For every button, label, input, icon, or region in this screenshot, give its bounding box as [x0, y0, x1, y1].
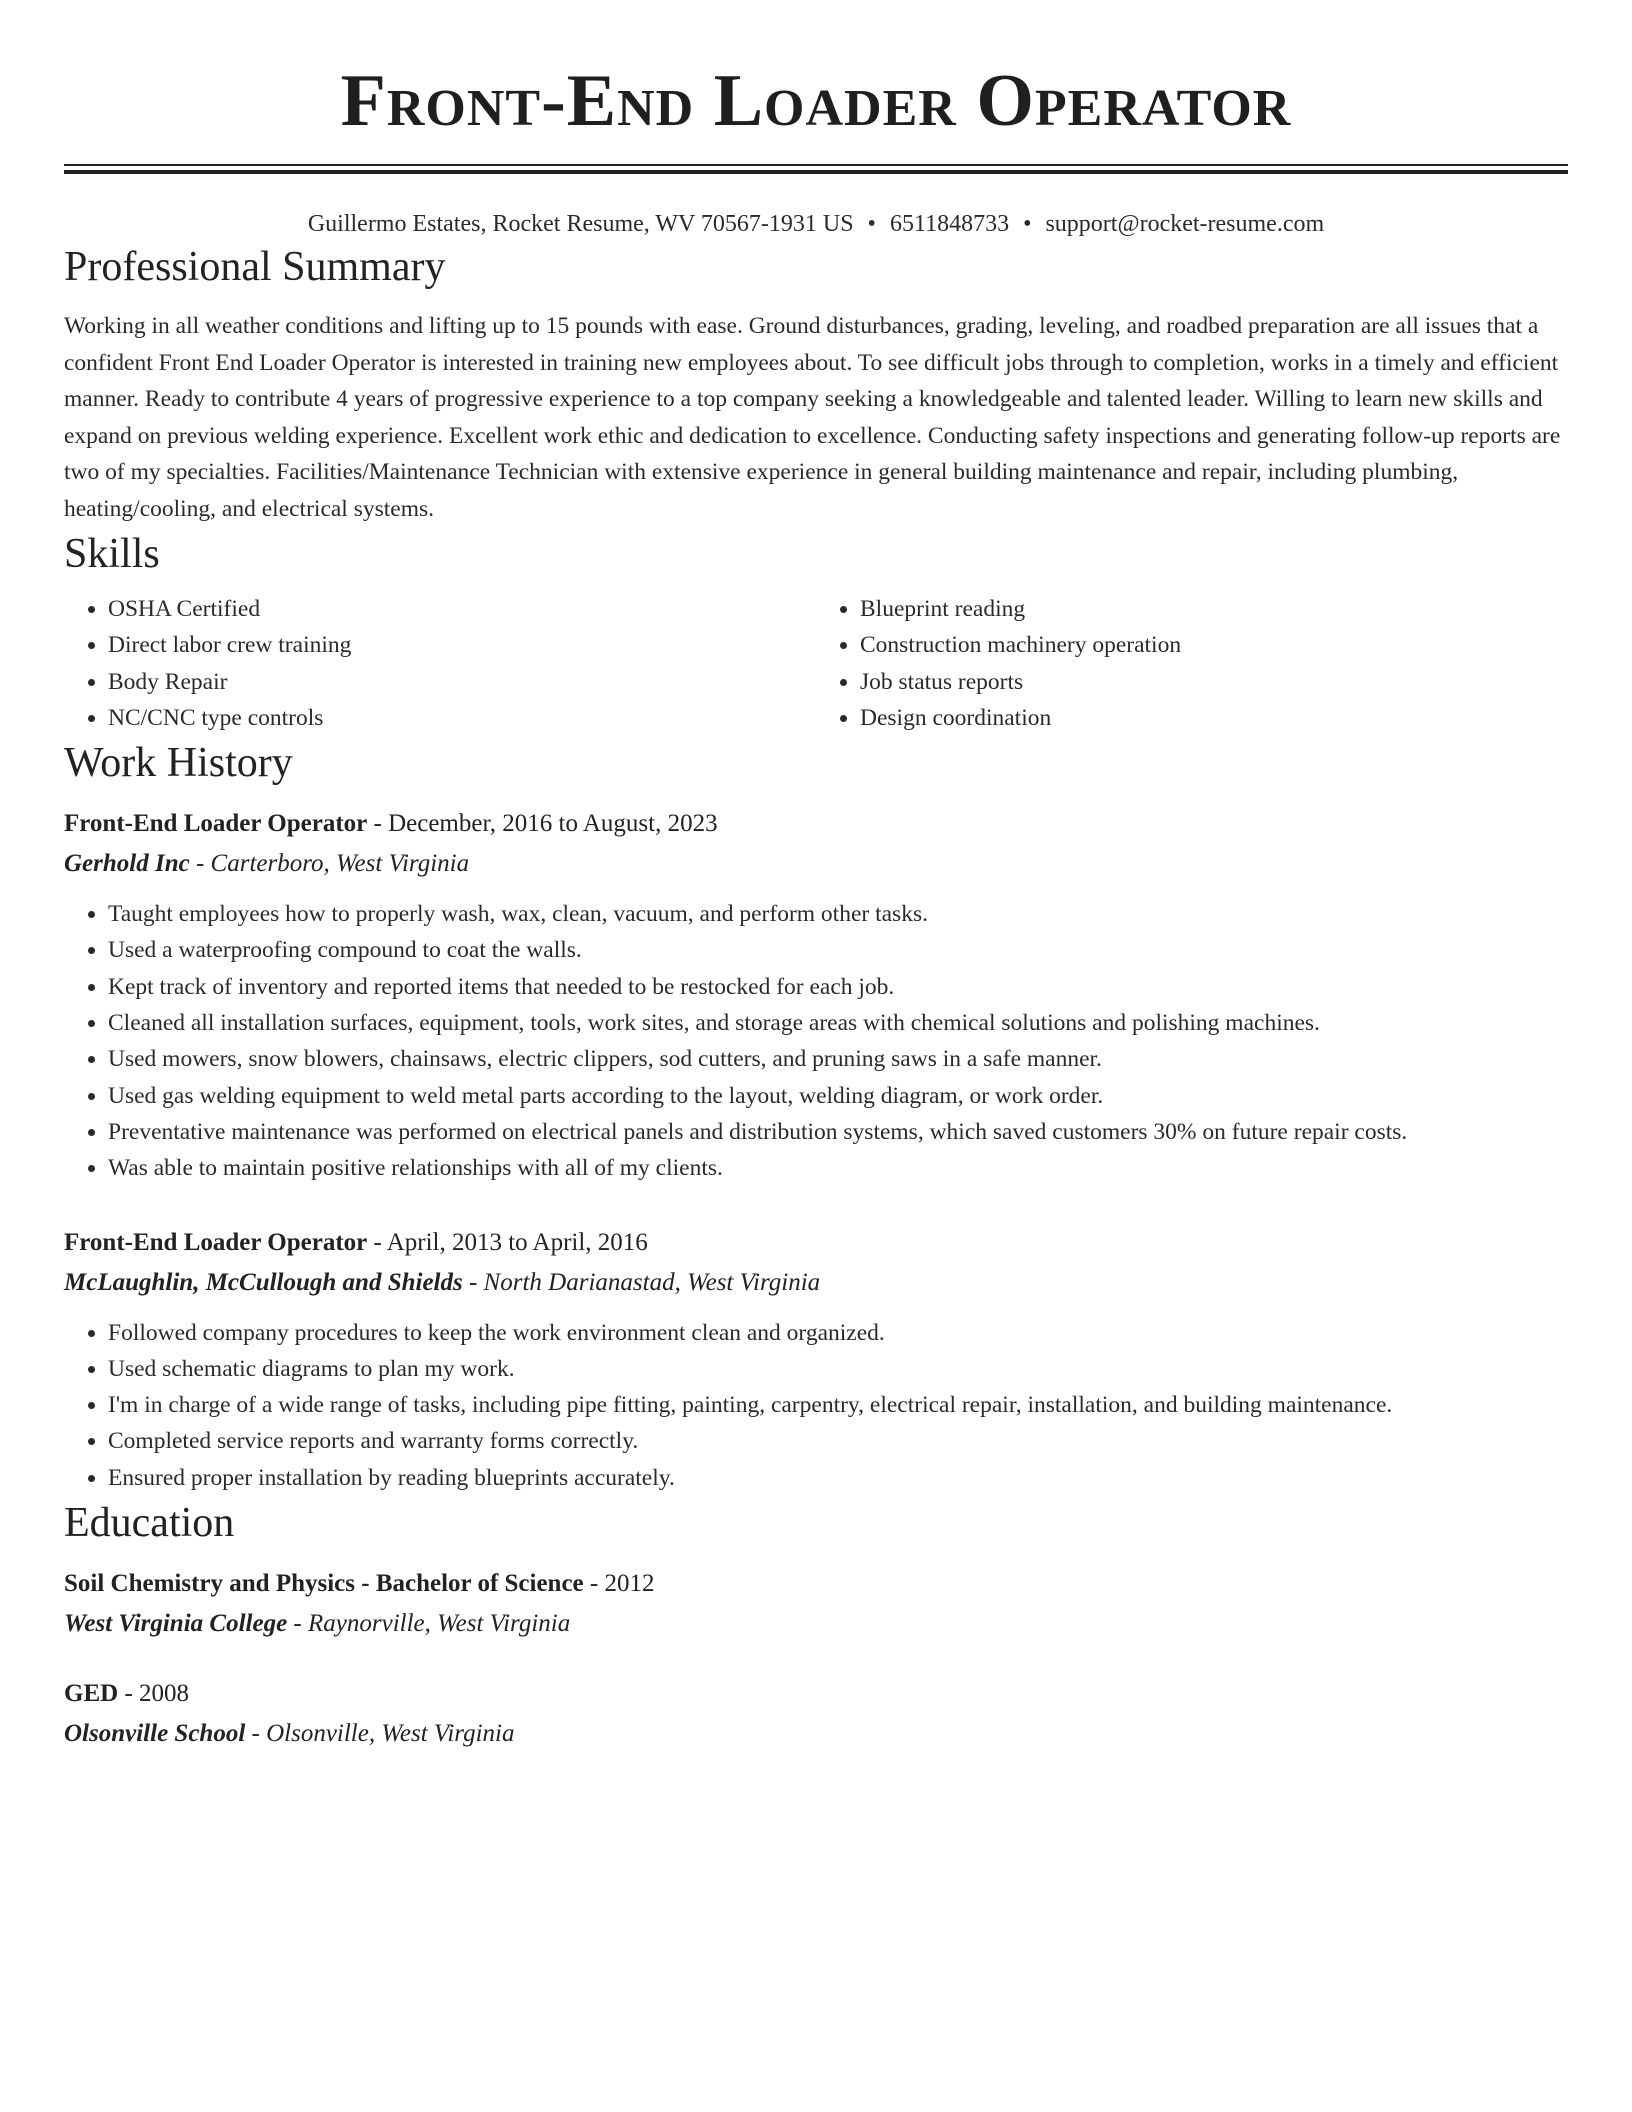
- contact-line: [64, 208, 1568, 240]
- job-duty: • I'm in charge of a wide range of tasks, including pipe fitting, painting, carpentry, electrical repair, installation, and building maintenance.: [108, 1387, 1568, 1423]
- job-company: Gerhold Inc: [64, 850, 190, 878]
- job-duties: [64, 896, 1568, 1186]
- job-duty: • Cleaned all installation surfaces, equipment, tools, work sites, and storage areas with chemical solutions and polishing machines.: [108, 1005, 1568, 1041]
- education-degree-line: [64, 1674, 1568, 1714]
- job-duty: • Taught employees how to properly wash, wax, clean, vacuum, and perform other tasks.: [108, 896, 1568, 932]
- skill-item: • Body Repair: [108, 664, 816, 700]
- job-location: - Carterboro, West Virginia: [189, 850, 470, 878]
- skills-column-right: [816, 591, 1568, 736]
- resume-title: Front-End Loader Operator: [340, 60, 1292, 142]
- title-divider: [64, 164, 1568, 174]
- job-entry: [64, 1223, 1568, 1496]
- education-school: West Virginia College: [64, 1610, 288, 1638]
- education-entry: [64, 1674, 1568, 1754]
- job-title-line: [64, 804, 1568, 844]
- education-year: - 2008: [118, 1680, 190, 1708]
- education-degree: GED: [64, 1680, 119, 1708]
- education-school-line: [64, 1604, 1568, 1644]
- job-dates: - April, 2013 to April, 2016: [367, 1228, 648, 1256]
- summary-heading: Professional Summary: [64, 244, 446, 290]
- skill-item: • Direct labor crew training: [108, 627, 816, 663]
- job-dates: - December, 2016 to August, 2023: [367, 810, 718, 838]
- job-duty: • Used schematic diagrams to plan my work.: [108, 1351, 1568, 1387]
- work-history-heading: Work History: [64, 740, 293, 787]
- job-duty: • Used a waterproofing compound to coat the walls.: [108, 932, 1568, 968]
- education-school-line: [64, 1714, 1568, 1754]
- job-location: - North Darianastad, West Virginia: [462, 1268, 821, 1296]
- job-company-line: [64, 1263, 1568, 1303]
- education-school: Olsonville School: [64, 1720, 246, 1748]
- education-location: - Raynorville, West Virginia: [287, 1610, 571, 1638]
- skill-item: • OSHA Certified: [108, 591, 816, 627]
- contact-separator: •: [867, 211, 876, 237]
- education-entry: [64, 1564, 1568, 1644]
- job-duty: • Completed service reports and warranty forms correctly.: [108, 1423, 1568, 1459]
- skill-item: • Blueprint reading: [860, 591, 1568, 627]
- job-role: Front-End Loader Operator: [64, 810, 368, 838]
- contact-email: support@rocket-resume.com: [1045, 211, 1325, 237]
- job-role: Front-End Loader Operator: [64, 1228, 368, 1256]
- job-entry: [64, 804, 1568, 1186]
- education-degree-line: [64, 1564, 1568, 1604]
- skill-item: • Job status reports: [860, 664, 1568, 700]
- contact-address: Guillermo Estates, Rocket Resume, WV 70567-1931 US: [307, 211, 854, 237]
- summary-text: Working in all weather conditions and lifting up to 15 pounds with ease. Ground disturbances, grading, leveling, and roadbed preparation are all issues that a confident Front End Loader Operator is interested in training new employees about. To see difficult jobs through to completion, works in a timely and efficient manner. Ready to contribute 4 years of progressive experience to a top company seeking a knowledgeable and talented leader. Willing to learn new skills and expand on previous welding experience. Excellent work ethic and dedication to excellence. Conducting safety inspections and generating follow-up reports are two of my specialties. Facilities/Maintenance Technician with extensive experience in general building maintenance and repair, including plumbing, heating/cooling, and electrical systems.: [64, 313, 1561, 522]
- job-duties: [64, 1315, 1568, 1496]
- job-duty: • Ensured proper installation by reading blueprints accurately.: [108, 1460, 1568, 1496]
- skills-column-left: [64, 591, 816, 736]
- job-duty: • Kept track of inventory and reported items that needed to be restocked for each job.: [108, 969, 1568, 1005]
- job-title-line: [64, 1223, 1568, 1263]
- job-duty: • Used mowers, snow blowers, chainsaws, electric clippers, sod cutters, and pruning saws in a safe manner.: [108, 1041, 1568, 1077]
- job-company-line: [64, 844, 1568, 884]
- job-company: McLaughlin, McCullough and Shields: [64, 1268, 463, 1296]
- contact-phone: 6511848733: [889, 211, 1010, 237]
- skill-item: • NC/CNC type controls: [108, 700, 816, 736]
- job-duty: • Followed company procedures to keep the work environment clean and organized.: [108, 1315, 1568, 1351]
- contact-separator: •: [1023, 211, 1032, 237]
- skill-item: • Design coordination: [860, 700, 1568, 736]
- skill-item: • Construction machinery operation: [860, 627, 1568, 663]
- job-duty: • Was able to maintain positive relationships with all of my clients.: [108, 1150, 1568, 1186]
- skills-list: [64, 591, 1568, 736]
- job-duty: • Preventative maintenance was performed on electrical panels and distribution systems, which saved customers 30% on future repair costs.: [108, 1114, 1568, 1150]
- education-heading: Education: [64, 1500, 235, 1547]
- education-degree: Soil Chemistry and Physics - Bachelor of Science: [64, 1570, 584, 1598]
- education-location: - Olsonville, West Virginia: [245, 1720, 515, 1748]
- education-year: - 2012: [583, 1570, 655, 1598]
- job-duty: • Used gas welding equipment to weld metal parts according to the layout, welding diagram, or work order.: [108, 1078, 1568, 1114]
- skills-heading: Skills: [64, 531, 160, 577]
